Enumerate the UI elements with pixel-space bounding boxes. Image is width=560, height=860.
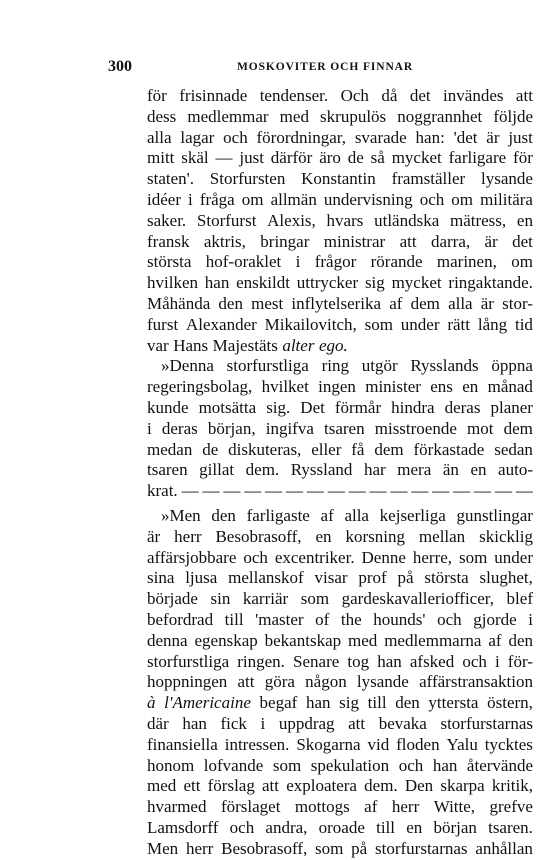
text-line: var Hans Majestäts alter ego. [147,335,348,355]
text-line: för frisinnade tendenser. Och då det invändes att [147,86,533,105]
text-line: i deras början, ingifva tsaren misstroende mot dem [147,418,533,438]
text-line: kunde motsätta sig. Det förmår hindra deras planer [147,397,533,417]
page-header [0,58,560,82]
text-line: är herr Besobrasoff, en korsning mellan skicklig [147,526,533,546]
text-line: hvilken han enskildt uttrycker sig mycket ringaktande. [147,273,533,293]
text-line: saker. Storfurst Alexis, hvars utländska mätress, en [147,210,533,230]
text-line: »Denna storfurstliga ring utgör Rysslands öppna [161,356,533,376]
text-line: mitt skäl — just därför äro de så mycket farligare för [147,148,533,168]
text-line: där han fick i uppdrag att bevaka storfurstarnas [147,713,533,733]
text-line: hvarmed förslaget mottogs af herr Witte, grefve [147,797,533,817]
page-number: 300 [108,58,132,75]
text-line: regeringsbolag, hvilket ingen minister ens en månad [147,377,533,397]
text-line: hoppningen att göra någon lysande affärstransaktion [147,672,533,692]
running-title: MOSKOVITER OCH FINNAR [237,61,414,73]
text-line: denna egenskap bekantskap med medlemmarna af den [147,630,533,650]
text-line: började sin karriär som gardeskavalleriofficer, blef [147,589,533,609]
text-line: krat. — — — — — — — — — — — — — — — — — [147,481,533,501]
text-line: Men herr Besobrasoff, som på storfurstarnas anhållan [147,838,533,858]
text-line: finansiella intressen. Skogarna vid floden Yalu tycktes [147,734,533,754]
text-line: Måhända den mest inflytelserika af dem alla är stor- [147,293,533,313]
text-line: furst Alexander Mikailovitch, som under rätt lång tid [147,314,533,334]
text-line: »Men den farligaste af alla kejserliga gunstlingar [161,505,533,525]
text-line: dess medlemmar med skrupulös noggrannhet följde [147,106,533,126]
text-line: storfurstliga ringen. Senare tog han afsked och i för- [147,651,533,671]
text-line: Lamsdorff och andra, oroade till en början tsaren. [147,817,533,837]
text-line: à l'Americaine begaf han sig till den yttersta östern, [147,693,533,713]
text-line: tsaren gillat dem. Ryssland har mera än en auto- [147,460,533,480]
text-line: alla lagar och förordningar, svarade han: 'det är just [147,127,533,147]
text-line: affärsjobbare och excentriker. Denne herre, som under [147,547,533,567]
text-line: fransk aktris, bringar ministrar att darra, är det [147,231,533,251]
text-line: befordrad till 'master of the hounds' och gjorde i [147,609,533,629]
text-line: staten'. Storfursten Konstantin framställer lysande [147,169,533,189]
text-line: medan de diskuteras, eller få dem förkastade sedan [147,439,533,459]
text-line: med ett förslag att exploatera dem. Den skarpa kritik, [147,776,533,796]
text-line: sina ljusa mellanskof visar prof på största slughet, [147,568,533,588]
text-line: idéer i fråga om allmän undervisning och om militära [147,189,533,209]
body-text [147,86,533,859]
text-line: största hof-oraklet i frågor rörande marinen, om [147,252,533,272]
text-line: honom lofvande som spekulation och han återvände [147,755,533,775]
